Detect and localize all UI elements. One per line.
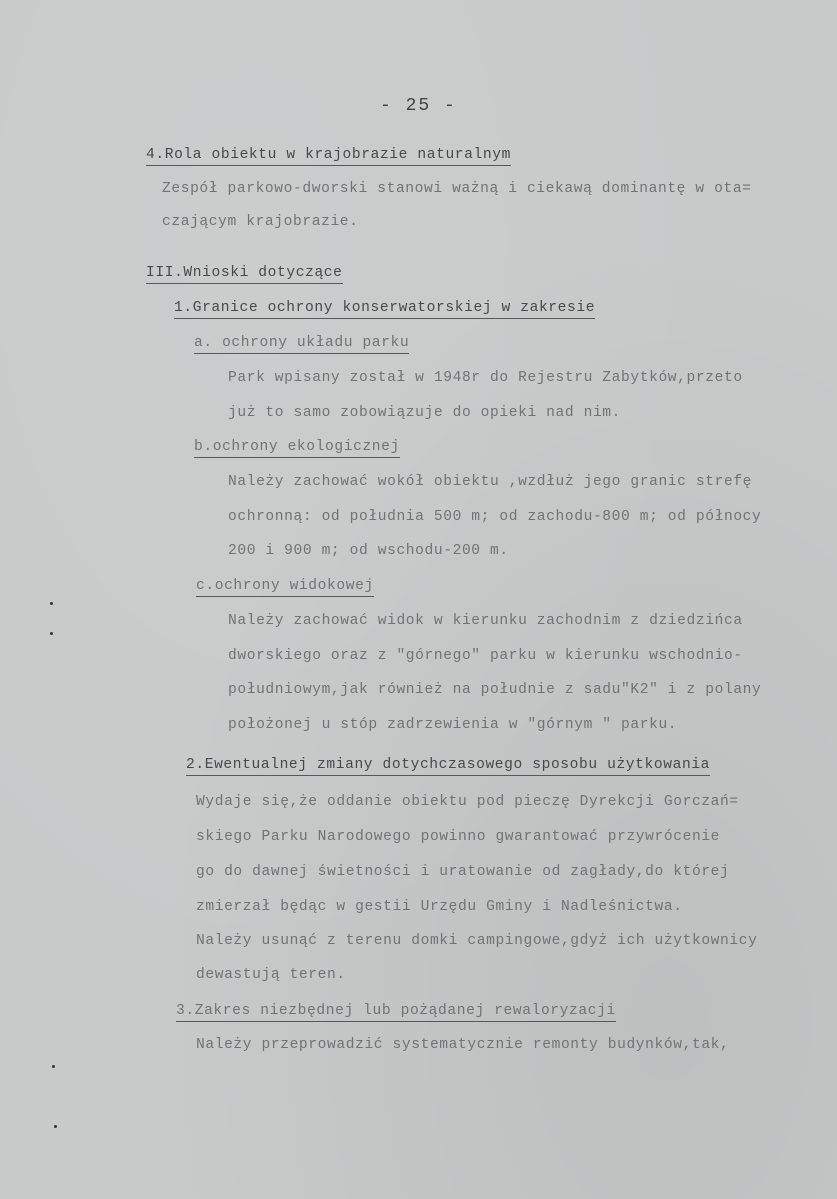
subsection-heading: 3.Zakres niezbędnej lub pożądanej rewaloryzacji bbox=[176, 1002, 616, 1022]
body-text: dewastują teren. bbox=[196, 967, 346, 983]
body-text: Park wpisany został w 1948r do Rejestru Zabytków,przeto bbox=[228, 370, 743, 386]
body-text: Należy usunąć z terenu domki campingowe,gdyż ich użytkownicy bbox=[196, 933, 758, 949]
page-number: - 25 - bbox=[380, 96, 457, 116]
body-text: Należy zachować wokół obiektu ,wzdłuż jego granic strefę bbox=[228, 474, 753, 490]
body-text: już to samo zobowiązuje do opieki nad nim. bbox=[228, 405, 622, 421]
subsection-heading: 1.Granice ochrony konserwatorskiej w zakresie bbox=[174, 299, 595, 319]
body-text: położonej u stóp zadrzewienia w "górnym " parku. bbox=[228, 717, 678, 733]
margin-speck bbox=[50, 632, 53, 635]
item-heading: a. ochrony układu parku bbox=[194, 334, 409, 354]
body-text: czającym krajobrazie. bbox=[162, 214, 359, 230]
margin-speck bbox=[52, 1065, 55, 1068]
body-text: Należy zachować widok w kierunku zachodnim z dziedzińca bbox=[228, 613, 743, 629]
body-text: dworskiego oraz z "górnego" parku w kierunku wschodnio- bbox=[228, 648, 743, 664]
margin-speck bbox=[50, 602, 53, 605]
body-text: zmierzał będąc w gestii Urzędu Gminy i Nadleśnictwa. bbox=[196, 899, 683, 915]
body-text: skiego Parku Narodowego powinno gwarantować przywrócenie bbox=[196, 829, 721, 845]
margin-speck bbox=[54, 1125, 57, 1128]
item-heading: b.ochrony ekologicznej bbox=[194, 438, 400, 458]
body-text: południowym,jak również na południe z sadu"K2" i z polany bbox=[228, 682, 762, 698]
body-text: go do dawnej świetności i uratowanie od zagłady,do której bbox=[196, 864, 730, 880]
section-heading: III.Wnioski dotyczące bbox=[146, 264, 343, 284]
body-text: Należy przeprowadzić systematycznie remonty budynków,tak, bbox=[196, 1037, 730, 1053]
subsection-heading: 2.Ewentualnej zmiany dotychczasowego sposobu użytkowania bbox=[186, 756, 710, 776]
body-text: Wydaje się,że oddanie obiektu pod pieczę Dyrekcji Gorczań= bbox=[196, 794, 739, 810]
item-heading: c.ochrony widokowej bbox=[196, 577, 374, 597]
body-text: Zespół parkowo-dworski stanowi ważną i ciekawą dominantę w ota= bbox=[162, 181, 752, 197]
body-text: ochronną: od południa 500 m; od zachodu-800 m; od północy bbox=[228, 509, 762, 525]
section-heading: 4.Rola obiektu w krajobrazie naturalnym bbox=[146, 146, 511, 166]
body-text: 200 i 900 m; od wschodu-200 m. bbox=[228, 543, 509, 559]
